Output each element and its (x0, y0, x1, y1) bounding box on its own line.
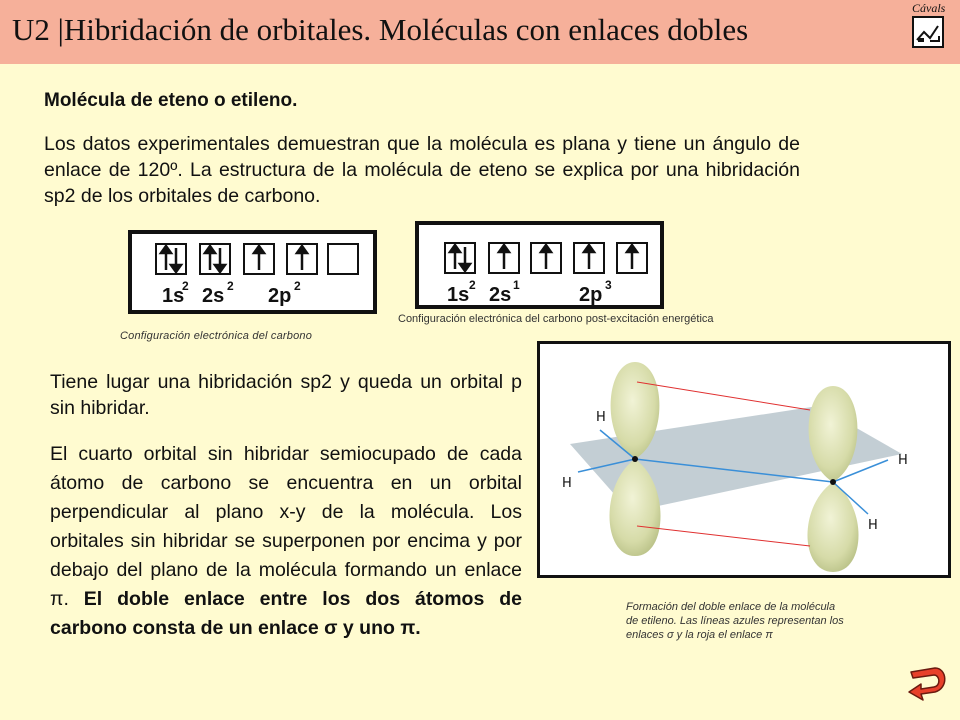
carbon-atom-left (632, 456, 638, 462)
label-2s: 2s (489, 284, 512, 305)
label-2p: 2p (268, 285, 292, 307)
pi-bond-lower (637, 526, 810, 546)
caption-config-excited: Configuración electrónica del carbono post-excitación energética (398, 313, 714, 325)
page-title: U2 |Hibridación de orbitales. Moléculas con enlaces dobles (12, 12, 749, 47)
orbital-diagram-ground (132, 234, 373, 310)
hydrogen-label: H (596, 410, 606, 425)
hydrogen-label: H (868, 518, 878, 533)
label-2p: 2p (579, 284, 603, 305)
label-1s: 1s (162, 285, 185, 307)
intro-paragraph: Los datos experimentales demuestran que la molécula es plana y tiene un ángulo de enlace de 120º. La estructura de la molécula de eteno se explica por una hibridación sp2 de los orbitales de carbono. (44, 133, 800, 207)
svg-text:2: 2 (469, 278, 476, 292)
header-bar (0, 0, 960, 64)
ethylene-diagram (537, 341, 951, 578)
label-2s: 2s (202, 285, 225, 307)
logo-icon (912, 16, 944, 48)
double-bond-paragraph (50, 440, 522, 643)
return-arrow-icon[interactable] (905, 662, 947, 706)
pi-bond-upper (637, 382, 810, 410)
svg-text:1: 1 (513, 278, 520, 292)
orbital-diagram-excited (419, 225, 660, 305)
svg-text:2: 2 (294, 279, 301, 293)
svg-text:2: 2 (227, 279, 234, 293)
electron-config-ground (128, 230, 377, 314)
svg-text:2: 2 (182, 279, 189, 293)
p-orbital-lower-right (807, 482, 858, 572)
carbon-atom-right (830, 479, 836, 485)
logo-text: Cávals (912, 1, 946, 15)
svg-text:3: 3 (605, 278, 612, 292)
caption-config-ground: Configuración electrónica del carbono (120, 330, 313, 342)
double-bond-conclusion: El doble enlace entre los dos átomos de carbono consta de un enlace σ y uno π. (50, 588, 522, 639)
electron-config-excited (415, 221, 664, 309)
caption-ethylene-diagram: Formación del doble enlace de la molécula de etileno. Las líneas azules representan los enlaces σ y la roja el enlace π (626, 601, 844, 641)
hybridization-paragraph: Tiene lugar una hibridación sp2 y queda un orbital p sin hibridar. (50, 371, 522, 419)
ethylene-orbital-illustration (540, 344, 948, 575)
hydrogen-label: H (898, 453, 908, 468)
hydrogen-label: H (562, 476, 572, 491)
double-bond-text: El cuarto orbital sin hibridar semiocupado de cada átomo de carbono se encuentra en un orbital perpendicular al plano x-y de la molécula. Los orbitales sin hibridar se superponen por encima y por debajo del plano de la molécula formando un enlace π. (50, 443, 522, 610)
label-1s: 1s (447, 284, 470, 305)
section-heading: Molécula de eteno o etileno. (44, 90, 298, 111)
